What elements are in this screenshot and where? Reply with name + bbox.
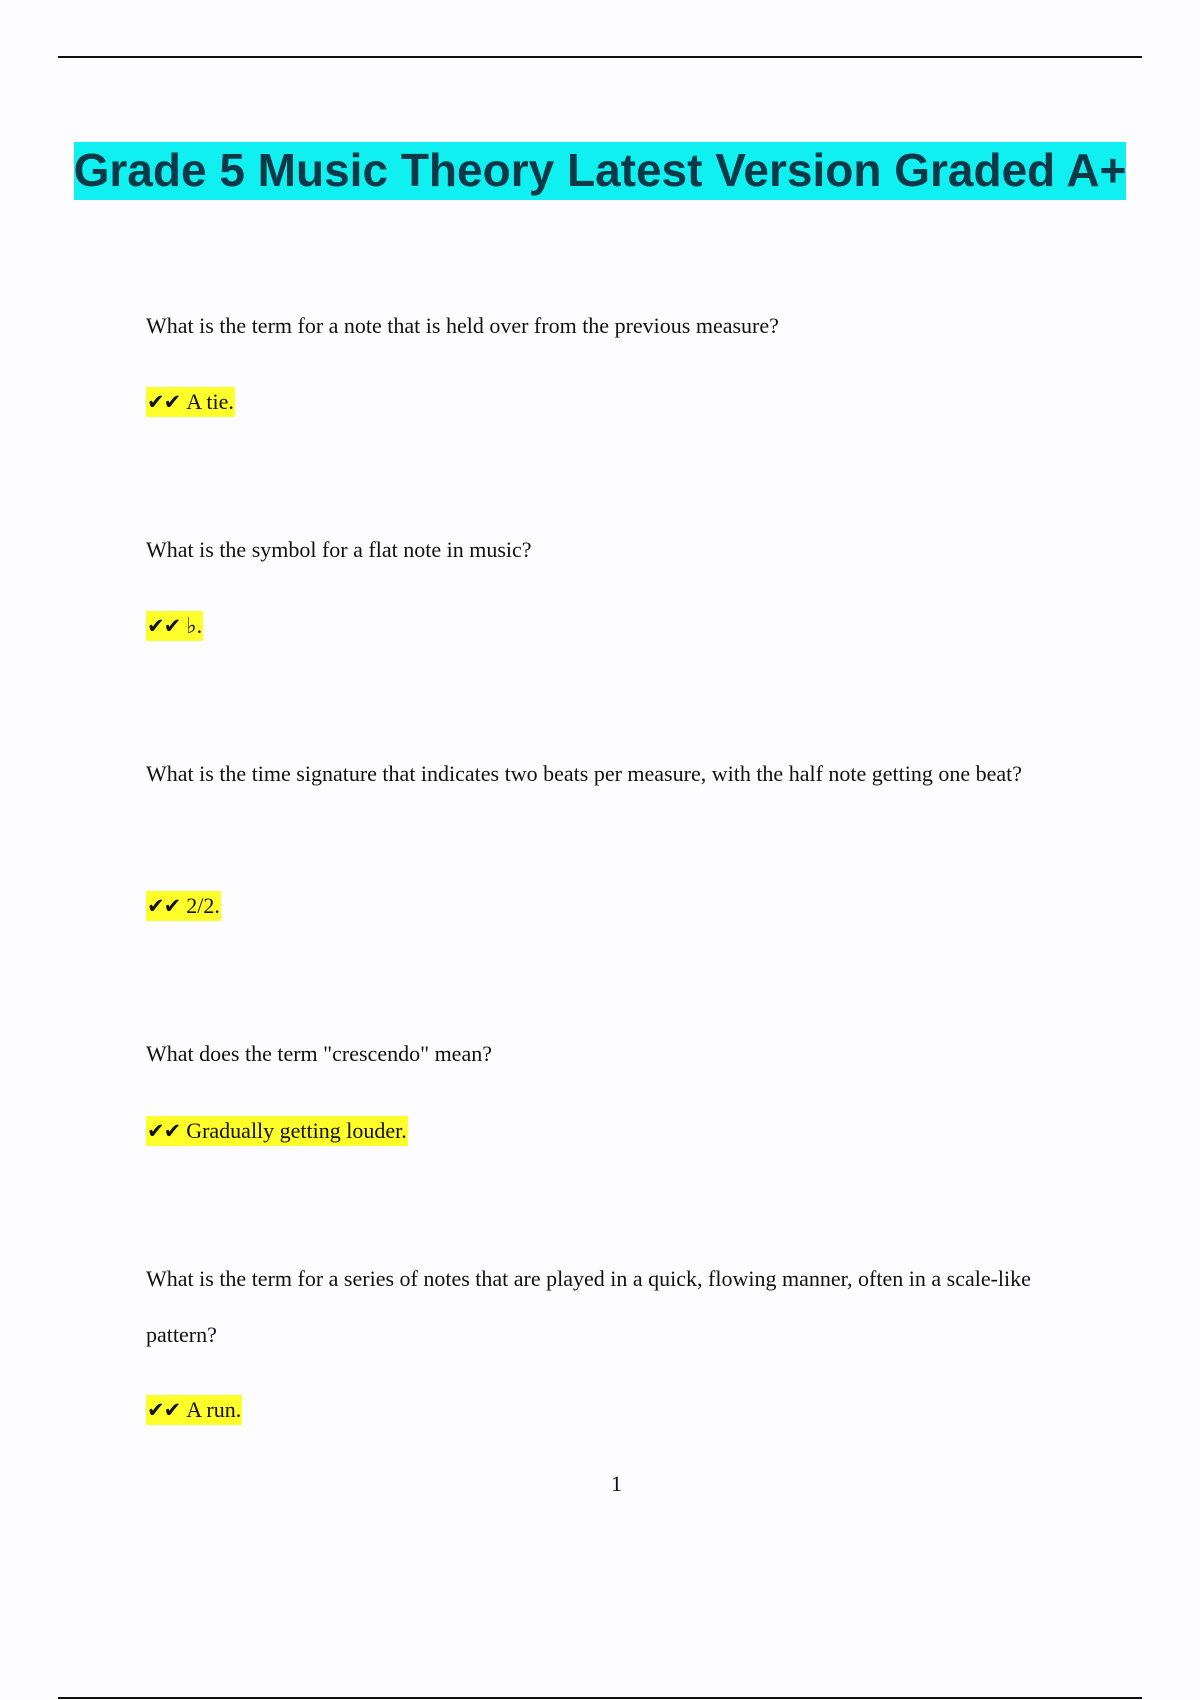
question-5: What is the term for a series of notes that are played in a quick, flowing manner, often in a scale-like pattern? [146,1266,1031,1347]
question-4: What does the term "crescendo" mean? [146,1041,492,1066]
double-check-icon: ✔✔ [147,390,181,414]
question-1: What is the term for a note that is held over from the previous measure? [146,313,779,338]
answer-2 [146,611,203,641]
double-check-icon: ✔✔ [147,894,181,918]
answer-text: ♭. [186,613,203,638]
answer-text: 2/2. [186,893,220,918]
double-check-icon: ✔✔ [147,1398,181,1422]
answer-1 [146,387,235,417]
double-check-icon: ✔✔ [147,1119,181,1143]
document-title: Grade 5 Music Theory Latest Version Graded A+ [74,142,1127,200]
bottom-rule [58,1697,1142,1699]
answer-3 [146,891,221,921]
answer-5 [146,1395,242,1425]
answer-text: Gradually getting louder. [186,1118,407,1143]
title-block [0,143,1200,197]
question-2: What is the symbol for a flat note in music? [146,537,532,562]
answer-4 [146,1116,408,1146]
answer-text: A tie. [186,389,234,414]
answer-text: A run. [186,1397,242,1422]
double-check-icon: ✔✔ [147,614,181,638]
question-3: What is the time signature that indicates two beats per measure, with the half note getting one beat? [146,761,1023,786]
top-rule [58,56,1142,58]
page-number: 1 [611,1471,622,1496]
